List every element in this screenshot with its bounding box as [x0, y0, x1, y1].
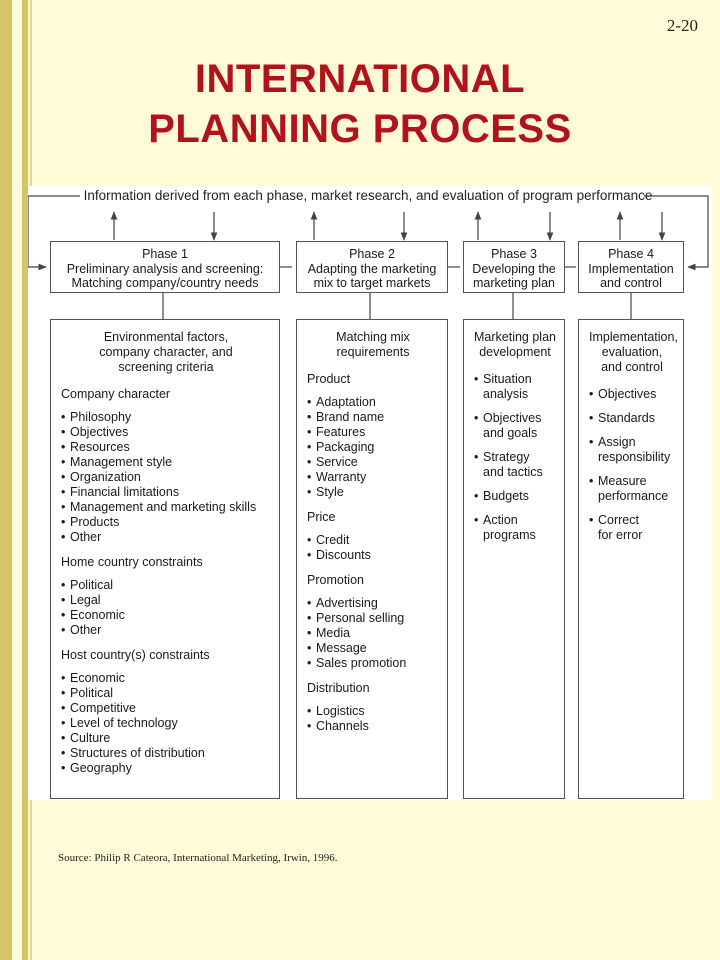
list-item: • Strategy and tactics — [474, 450, 556, 480]
title-line: PLANNING PROCESS — [148, 107, 572, 151]
heading-line: requirements — [336, 345, 410, 359]
phase-2-details — [296, 319, 448, 799]
list-item: • Channels — [307, 719, 439, 734]
list-item: • Political — [61, 578, 271, 593]
list-item: • Discounts — [307, 548, 439, 563]
phase-2-box — [296, 241, 448, 293]
list-item: • Level of technology — [61, 716, 271, 731]
planning-process-diagram — [28, 186, 712, 800]
phase-4-box — [578, 241, 684, 293]
phase-3-details — [463, 319, 565, 799]
section-title: Price — [307, 510, 336, 524]
detail-heading — [307, 330, 439, 360]
list-item: • Credit — [307, 533, 439, 548]
list-item: • Structures of distribution — [61, 746, 271, 761]
phase-label: Phase 1 — [142, 247, 188, 261]
list-item: • Other — [61, 623, 271, 638]
list-item: • Message — [307, 641, 439, 656]
list-item: • Objectives and goals — [474, 411, 556, 441]
list-item: • Features — [307, 425, 439, 440]
heading-line: Marketing plan — [474, 330, 556, 344]
list-item: • Warranty — [307, 470, 439, 485]
section-title: Home country constraints — [61, 555, 203, 569]
phase-text: and control — [600, 276, 662, 290]
list-item: • Management and marketing skills — [61, 500, 271, 515]
heading-line: Environmental factors, — [103, 330, 229, 344]
detail-heading — [474, 330, 556, 360]
list-item: • Personal selling — [307, 611, 439, 626]
item-list — [589, 387, 675, 543]
title-line: INTERNATIONAL — [194, 57, 526, 101]
phase-4-details — [578, 319, 684, 799]
heading-line: development — [479, 345, 551, 359]
detail-heading — [589, 330, 678, 375]
list-item: • Objectives — [61, 425, 271, 440]
list-item: • Organization — [61, 470, 271, 485]
page-title — [40, 54, 680, 154]
list-item: • Adaptation — [307, 395, 439, 410]
list-item: • Standards — [589, 411, 675, 426]
decorative-bar — [12, 0, 22, 960]
section-title: Promotion — [307, 573, 364, 587]
heading-line: Implementation, — [589, 330, 678, 344]
phase-text: Preliminary analysis and screening: — [66, 261, 264, 276]
heading-line: company character, and — [99, 345, 233, 359]
list-item: • Situation analysis — [474, 372, 556, 402]
list-item: • Correct for error — [589, 513, 675, 543]
list-item: • Culture — [61, 731, 271, 746]
list-item: • Media — [307, 626, 439, 641]
list-item: • Other — [61, 530, 271, 545]
phase-text: Adapting the marketing — [307, 261, 437, 276]
heading-line: screening criteria — [118, 360, 214, 374]
decorative-bar — [0, 0, 12, 960]
list-item: • Economic — [61, 608, 271, 623]
detail-heading — [61, 330, 271, 375]
item-list — [474, 372, 556, 543]
list-item: • Brand name — [307, 410, 439, 425]
heading-line: and control — [601, 360, 663, 374]
list-item: • Resources — [61, 440, 271, 455]
feedback-info-text: Information derived from each phase, market research, and evaluation of program performance — [83, 188, 653, 203]
list-item: • Action programs — [474, 513, 556, 543]
list-item: • Political — [61, 686, 271, 701]
phase-3-box — [463, 241, 565, 293]
list-item: • Style — [307, 485, 439, 500]
phase-1-details — [50, 319, 280, 799]
section-title: Product — [307, 372, 351, 386]
item-list — [307, 533, 439, 563]
heading-line: Matching mix — [336, 330, 410, 344]
phase-1-box — [50, 241, 280, 293]
item-list — [61, 410, 271, 545]
list-item: • Measure performance — [589, 474, 675, 504]
list-item: • Logistics — [307, 704, 439, 719]
list-item: • Service — [307, 455, 439, 470]
list-item: • Assign responsibility — [589, 435, 675, 465]
list-item: • Management style — [61, 455, 271, 470]
phase-text: Developing the — [472, 261, 556, 276]
list-item: • Philosophy — [61, 410, 271, 425]
list-item: • Geography — [61, 761, 271, 776]
phase-text: marketing plan — [473, 276, 555, 290]
list-item: • Financial limitations — [61, 485, 271, 500]
heading-line: evaluation, — [601, 345, 663, 359]
source-citation: Source: Philip R Cateora, International Marketing, Irwin, 1996. — [58, 852, 338, 864]
item-list — [61, 671, 271, 776]
list-item: • Sales promotion — [307, 656, 439, 671]
list-item: • Economic — [61, 671, 271, 686]
phase-text: Matching company/country needs — [71, 276, 259, 290]
section-title: Distribution — [307, 681, 370, 695]
list-item: • Packaging — [307, 440, 439, 455]
list-item: • Competitive — [61, 701, 271, 716]
list-item: • Legal — [61, 593, 271, 608]
item-list — [307, 704, 439, 734]
list-item: • Products — [61, 515, 271, 530]
list-item: • Budgets — [474, 489, 556, 504]
item-list — [307, 395, 439, 500]
section-title: Host country(s) constraints — [61, 648, 210, 662]
section-title: Company character — [61, 387, 171, 401]
phase-text: mix to target markets — [313, 276, 431, 290]
phase-label: Phase 3 — [491, 247, 537, 261]
phase-label: Phase 4 — [608, 247, 654, 261]
item-list — [61, 578, 271, 638]
page-number: 2-20 — [666, 16, 698, 35]
list-item: • Advertising — [307, 596, 439, 611]
list-item: • Objectives — [589, 387, 675, 402]
phase-label: Phase 2 — [349, 247, 395, 261]
item-list — [307, 596, 439, 671]
phase-text: Implementation — [588, 261, 674, 276]
